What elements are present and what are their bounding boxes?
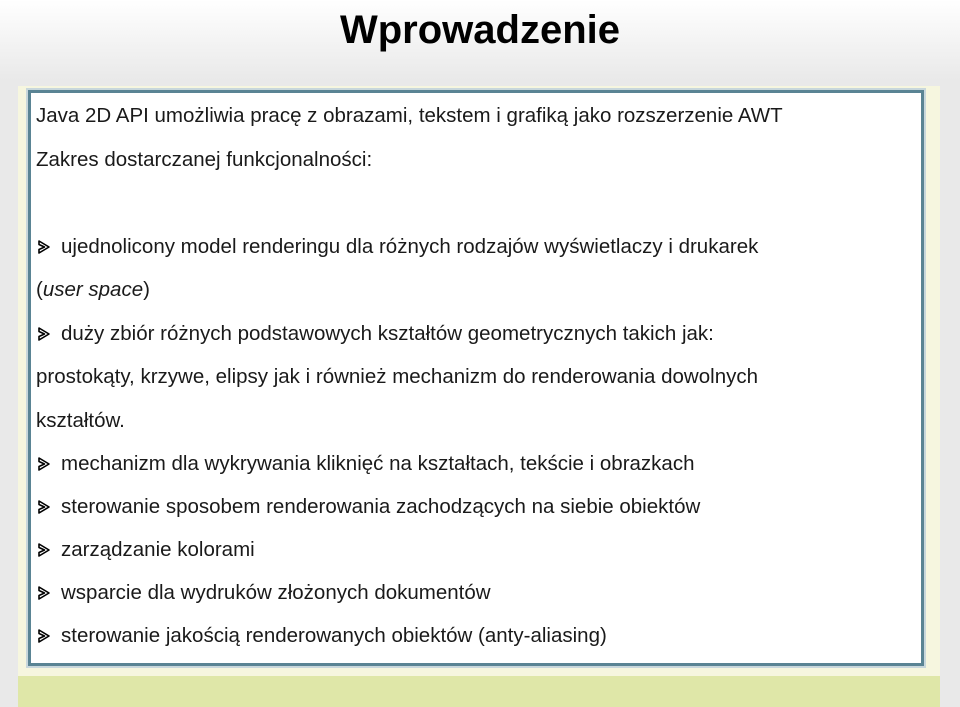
arrow-bullet-icon <box>36 453 54 475</box>
bullet-1-paren-close: ) <box>143 278 150 301</box>
arrow-bullet-icon <box>36 236 54 258</box>
bullet-1-text: ujednolicony model renderingu dla różnych rodzajów wyświetlaczy i drukarek <box>61 235 759 258</box>
bullet-item-6 <box>36 581 491 605</box>
bullet-item-4 <box>36 495 700 519</box>
bullet-1-italic-term: user space <box>42 278 144 301</box>
bullet-2-text: duży zbiór różnych podstawowych kształtów geometrycznych takich jak: <box>61 322 714 345</box>
bullet-item-5 <box>36 538 255 562</box>
arrow-bullet-icon <box>36 539 54 561</box>
arrow-bullet-icon <box>36 323 54 345</box>
intro-line-1: Java 2D API umożliwia pracę z obrazami, tekstem i grafiką jako rozszerzenie AWT <box>36 104 783 127</box>
bottom-bar <box>18 676 940 707</box>
bullet-7-text: sterowanie jakością renderowanych obiektów (anty-aliasing) <box>61 624 607 647</box>
slide-title-text: Wprowadzenie <box>339 8 621 52</box>
arrow-bullet-icon <box>36 496 54 518</box>
bullet-item-1 <box>36 235 758 259</box>
bullet-2-continuation-1: prostokąty, krzywe, elipsy jak i również mechanizm do renderowania dowolnych <box>36 365 758 388</box>
bullet-4-text: sterowanie sposobem renderowania zachodzących na siebie obiektów <box>61 495 701 518</box>
bullet-item-7 <box>36 624 607 648</box>
bullet-3-text: mechanizm dla wykrywania kliknięć na kształtach, tekście i obrazkach <box>61 452 695 475</box>
slide-title <box>0 8 960 53</box>
bullet-2-continuation-2: kształtów. <box>36 409 125 432</box>
bullet-1-paren-open: ( <box>36 278 43 301</box>
arrow-bullet-icon <box>36 582 54 604</box>
bullet-5-text: zarządzanie kolorami <box>61 538 255 561</box>
intro-line-2: Zakres dostarczanej funkcjonalności: <box>36 148 373 171</box>
bullet-item-2 <box>36 322 714 346</box>
arrow-bullet-icon <box>36 625 54 647</box>
bullet-6-text: wsparcie dla wydruków złożonych dokumentów <box>61 581 491 604</box>
bullet-1-continuation <box>36 278 150 302</box>
bullet-item-3 <box>36 452 694 476</box>
